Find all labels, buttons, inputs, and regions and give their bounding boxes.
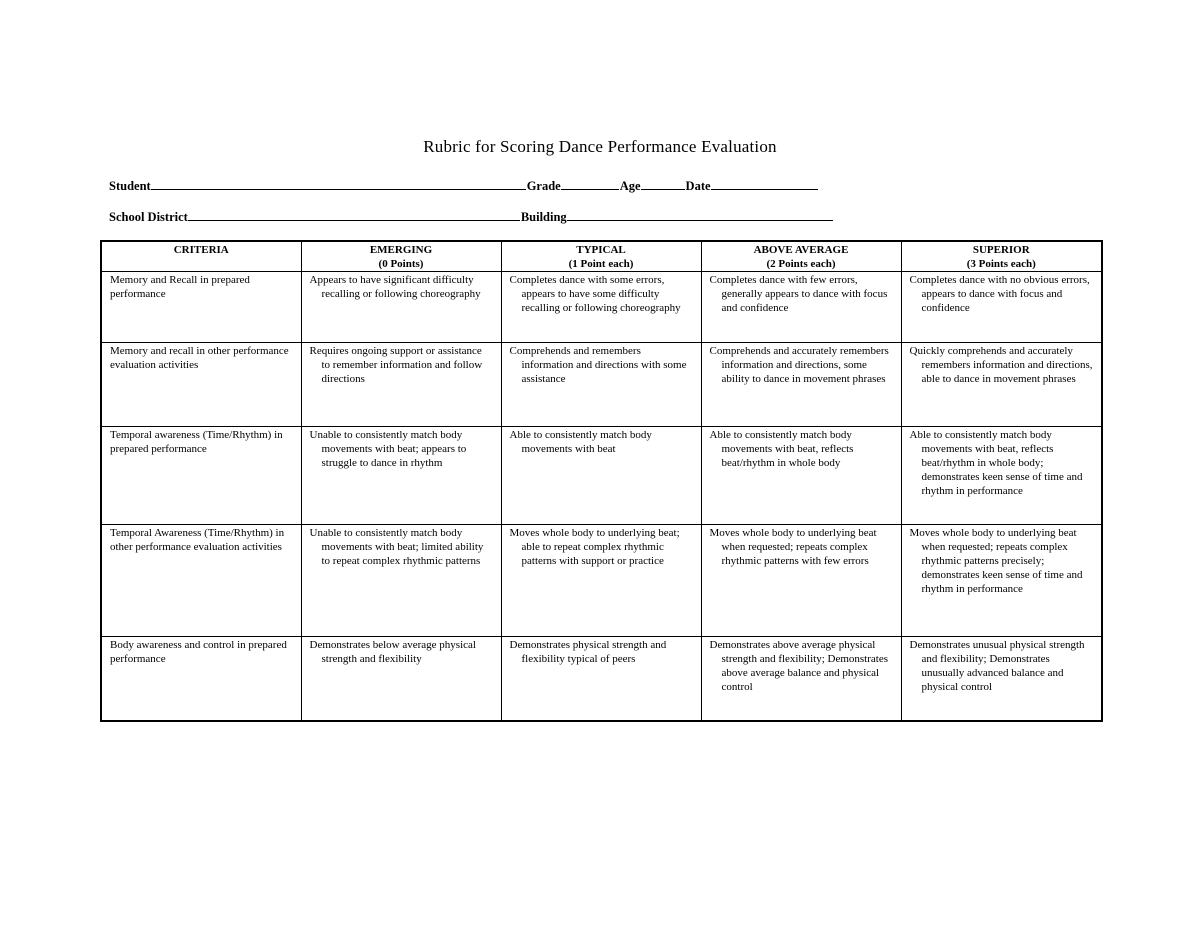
date-label: Date bbox=[685, 179, 711, 193]
cell-text: Moves whole body to underlying beat when requested; repeats complex rhythmic patterns precisely; demonstrates keen sense of time and rhythm in performance bbox=[909, 527, 1083, 595]
cell-text: Able to consistently match body movements with beat, reflects beat/rhythm in whole body bbox=[709, 429, 854, 469]
header-emerging bbox=[301, 241, 501, 272]
header-superior bbox=[901, 241, 1102, 272]
cell-text: Appears to have significant difficulty recalling or following choreography bbox=[309, 274, 481, 300]
table-row bbox=[101, 343, 1102, 427]
superior-cell bbox=[901, 427, 1102, 525]
cell-text: Moves whole body to underlying beat when requested; repeats complex rhythmic patterns with few errors bbox=[709, 527, 877, 567]
cell-text: Demonstrates below average physical strength and flexibility bbox=[309, 639, 476, 665]
header-title: CRITERIA bbox=[173, 244, 229, 256]
header-points: (1 Point each) bbox=[568, 258, 634, 270]
superior-cell bbox=[901, 525, 1102, 637]
typical-cell bbox=[501, 525, 701, 637]
cell-text: Completes dance with no obvious errors, appears to dance with focus and confidence bbox=[909, 274, 1090, 314]
age-label: Age bbox=[619, 179, 641, 193]
header-points: (3 Points each) bbox=[966, 258, 1036, 270]
superior-cell bbox=[901, 272, 1102, 343]
above-average-cell bbox=[701, 637, 901, 721]
building-label: Building bbox=[520, 210, 567, 224]
student-label: Student bbox=[109, 179, 151, 193]
header-title: EMERGING bbox=[369, 244, 433, 256]
emerging-cell bbox=[301, 637, 501, 721]
rubric-table bbox=[100, 240, 1103, 722]
cell-text: Able to consistently match body movements with beat bbox=[509, 429, 652, 455]
cell-text: Able to consistently match body movements with beat, reflects beat/rhythm in whole body; demonstrates keen sense of time and rhythm in performance bbox=[909, 429, 1083, 497]
date-field[interactable] bbox=[711, 178, 818, 190]
cell-text: Unable to consistently match body movements with beat; limited ability to repeat complex rhythmic patterns bbox=[309, 527, 484, 567]
header-title: TYPICAL bbox=[576, 244, 626, 256]
header-title: ABOVE AVERAGE bbox=[753, 244, 849, 256]
student-info-line bbox=[109, 178, 819, 194]
header-above-average bbox=[701, 241, 901, 272]
table-row bbox=[101, 525, 1102, 637]
age-field[interactable] bbox=[641, 178, 685, 190]
cell-text: Moves whole body to underlying beat; able to repeat complex rhythmic patterns with support or practice bbox=[509, 527, 680, 567]
cell-text: Quickly comprehends and accurately remembers information and directions, able to dance in movement phrases bbox=[909, 345, 1093, 385]
header-typical bbox=[501, 241, 701, 272]
table-row bbox=[101, 637, 1102, 721]
student-field[interactable] bbox=[151, 178, 526, 190]
emerging-cell bbox=[301, 272, 501, 343]
superior-cell bbox=[901, 343, 1102, 427]
page-title: Rubric for Scoring Dance Performance Evaluation bbox=[423, 137, 777, 156]
emerging-cell bbox=[301, 427, 501, 525]
grade-field[interactable] bbox=[561, 178, 619, 190]
district-label: School District bbox=[109, 210, 188, 224]
header-row bbox=[101, 241, 1102, 272]
above-average-cell bbox=[701, 525, 901, 637]
criteria-cell: Temporal awareness (Time/Rhythm) in prepared performance bbox=[101, 427, 301, 525]
district-info-line bbox=[109, 209, 834, 225]
table-row bbox=[101, 272, 1102, 343]
district-field[interactable] bbox=[188, 209, 520, 221]
criteria-cell: Body awareness and control in prepared performance bbox=[101, 637, 301, 721]
cell-text: Requires ongoing support or assistance to remember information and follow directions bbox=[309, 345, 483, 385]
cell-text: Unable to consistently match body movements with beat; appears to struggle to dance in rhythm bbox=[309, 429, 467, 469]
criteria-cell: Temporal Awareness (Time/Rhythm) in other performance evaluation activities bbox=[101, 525, 301, 637]
building-field[interactable] bbox=[567, 209, 833, 221]
criteria-cell: Memory and Recall in prepared performance bbox=[101, 272, 301, 343]
typical-cell bbox=[501, 427, 701, 525]
above-average-cell bbox=[701, 427, 901, 525]
cell-text: Demonstrates above average physical strength and flexibility; Demonstrates above average balance and physical control bbox=[709, 639, 888, 693]
header-points: (2 Points each) bbox=[766, 258, 836, 270]
table-row bbox=[101, 427, 1102, 525]
header-title: SUPERIOR bbox=[972, 244, 1030, 256]
superior-cell bbox=[901, 637, 1102, 721]
cell-text: Demonstrates physical strength and flexibility typical of peers bbox=[509, 639, 667, 665]
above-average-cell bbox=[701, 272, 901, 343]
cell-text: Completes dance with some errors, appears to have some difficulty recalling or following choreography bbox=[509, 274, 681, 314]
header-criteria bbox=[101, 241, 301, 272]
grade-label: Grade bbox=[526, 179, 561, 193]
typical-cell bbox=[501, 637, 701, 721]
cell-text: Comprehends and accurately remembers information and directions, some ability to dance in movement phrases bbox=[709, 345, 889, 385]
cell-text: Completes dance with few errors, generally appears to dance with focus and confidence bbox=[709, 274, 888, 314]
cell-text: Comprehends and remembers information and directions with some assistance bbox=[509, 345, 687, 385]
emerging-cell bbox=[301, 525, 501, 637]
above-average-cell bbox=[701, 343, 901, 427]
typical-cell bbox=[501, 343, 701, 427]
cell-text: Demonstrates unusual physical strength and flexibility; Demonstrates unusually advanced balance and physical control bbox=[909, 639, 1085, 693]
typical-cell bbox=[501, 272, 701, 343]
criteria-cell: Memory and recall in other performance evaluation activities bbox=[101, 343, 301, 427]
emerging-cell bbox=[301, 343, 501, 427]
header-points: (0 Points) bbox=[378, 258, 424, 270]
